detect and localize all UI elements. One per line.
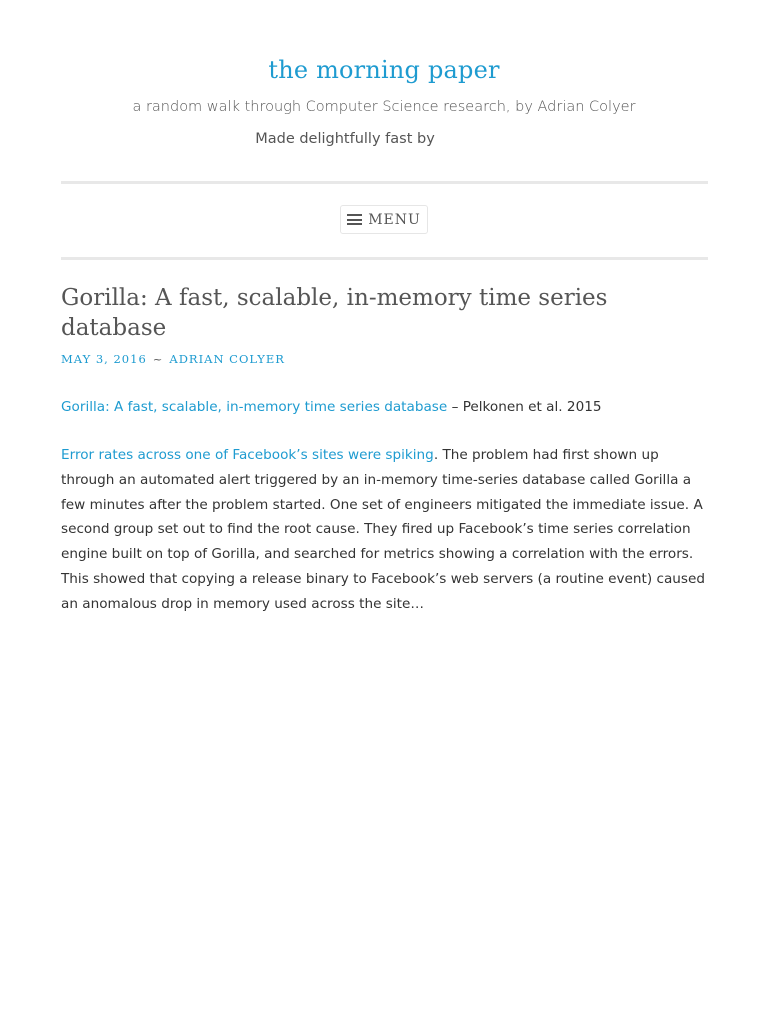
header-divider-top [61, 181, 708, 184]
post-title[interactable]: Gorilla: A fast, scalable, in-memory time series database [61, 285, 608, 341]
paper-citation: – Pelkonen et al. 2015 [447, 399, 602, 415]
hamburger-icon [347, 214, 362, 225]
post-author-link[interactable]: ADRIAN COLYER [169, 352, 285, 366]
intro-link[interactable]: Error rates across one of Facebook’s sites were spiking [61, 447, 434, 463]
paper-reference [61, 395, 708, 420]
header-divider-bottom [61, 257, 708, 260]
intro-text: . The problem had first shown up through an automated alert triggered by an in-memory time-series database called Gorilla a few minutes after the problem started. One set of engineers mitigated the immediate issue. A second group set out to find the root cause. They fired up Facebook’s time series correlation engine built on top of Gorilla, and searched for metrics showing a correlation with the errors. This showed that copying a release binary to Facebook’s web servers (a routine event) caused an anomalous drop in memory used across the site… [61, 447, 705, 612]
post-excerpt [61, 443, 708, 617]
menu-label: MENU [368, 211, 421, 228]
paper-link[interactable]: Gorilla: A fast, scalable, in-memory time series database [61, 399, 448, 415]
meta-separator: ~ [152, 352, 164, 366]
post-meta [61, 351, 285, 367]
post-date-link[interactable]: MAY 3, 2016 [61, 352, 147, 366]
site-description: a random walk through Computer Science research, by Adrian Colyer [132, 99, 636, 115]
site-title-link[interactable]: the morning paper [268, 56, 500, 84]
menu-toggle-button[interactable] [340, 205, 428, 234]
site-tagline: Made delightfully fast by [255, 131, 435, 147]
